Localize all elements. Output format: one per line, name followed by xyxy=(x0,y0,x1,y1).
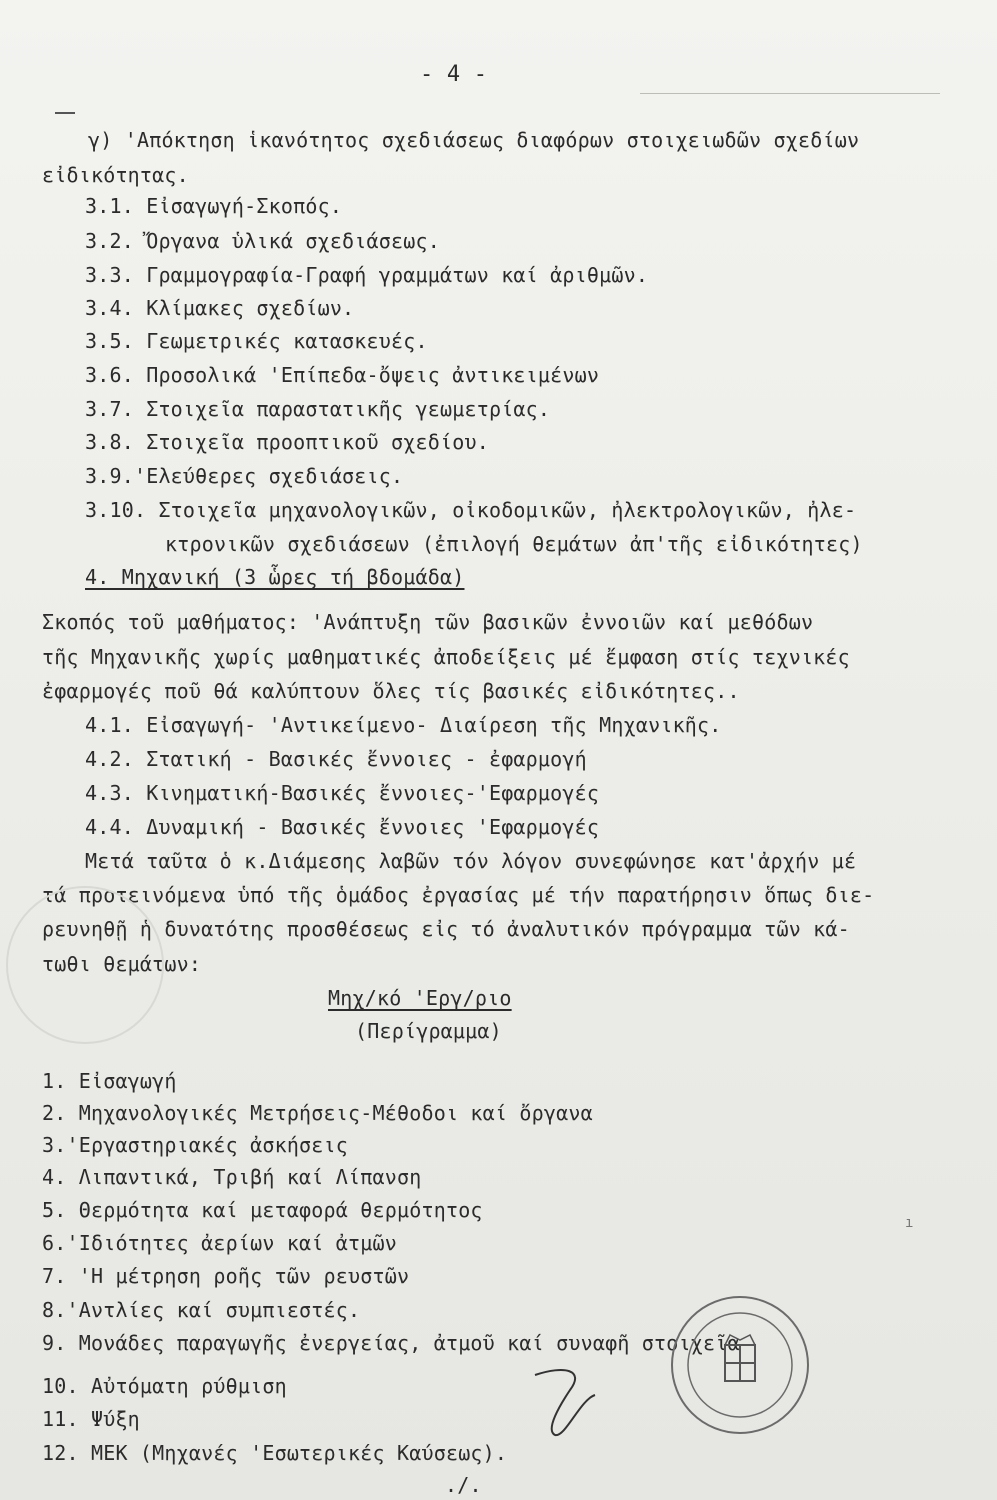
section4-purpose-line: ἐφαρμογές ποῦ θά καλύπτουν ὅλες τίς βασικές εἰδικότητες.. xyxy=(42,679,740,703)
section3-item-10-continuation: κτρονικῶν σχεδιάσεων (ἐπιλογή θεμάτων ἀπ'τῆς εἰδικότητες) xyxy=(165,532,863,556)
margin-tick: ı xyxy=(905,1215,914,1231)
discussion-line: τωθι θεμάτων: xyxy=(42,952,202,976)
discussion-line: τά προτεινόμενα ὑπό τῆς ὁμάδος ἐργασίας μέ τήν παρατήρησιν ὅπως διε- xyxy=(42,883,875,907)
section4-purpose-line: Σκοπός τοῦ μαθήματος: 'Ανάπτυξη τῶν βασικῶν ἐννοιῶν καί μεθόδων xyxy=(42,610,814,634)
outline-item: 11. Ψύξη xyxy=(42,1407,140,1431)
section3-item: 3.5. Γεωμετρικές κατασκευές. xyxy=(85,329,428,353)
outline-item: 10. Αὐτόματη ρύθμιση xyxy=(42,1374,287,1398)
section4-item: 4.4. Δυναμική - Βασικές ἔννοιες 'Εφαρμογές xyxy=(85,815,600,839)
section3-item: 3.10. Στοιχεῖα μηχανολογικῶν, οἰκοδομικῶν, ἠλεκτρολογικῶν, ἠλε- xyxy=(85,498,857,522)
outline-item: 8.'Αντλίες καί συμπιεστές. xyxy=(42,1298,361,1322)
outline-title: Μηχ/κό 'Εργ/ριο xyxy=(328,986,512,1010)
outline-item: 2. Μηχανολογικές Μετρήσεις-Μέθοδοι καί ὄργανα xyxy=(42,1101,593,1125)
section4-purpose-line: τῆς Μηχανικῆς χωρίς μαθηματικές ἀποδείξεις μέ ἔμφαση στίς τεχνικές xyxy=(42,645,850,669)
outline-subtitle: (Περίγραμμα) xyxy=(355,1019,502,1043)
margin-dash xyxy=(55,112,75,114)
intro-line-2: εἰδικότητας. xyxy=(42,163,189,187)
faint-seal-bleedthrough xyxy=(0,880,170,1050)
section3-item: 3.3. Γραμμογραφία-Γραφή γραμμάτων καί ἀριθμῶν. xyxy=(85,263,649,287)
section3-item: 3.9.'Ελεύθερες σχεδιάσεις. xyxy=(85,464,404,488)
section3-item: 3.2. Ὄργανα ὑλικά σχεδιάσεως. xyxy=(85,229,440,253)
continuation-mark: ./. xyxy=(445,1473,482,1497)
section3-item: 3.1. Εἰσαγωγή-Σκοπός. xyxy=(85,194,343,218)
outline-item: 4. Λιπαντικά, Τριβή καί Λίπανση xyxy=(42,1165,422,1189)
section3-item: 3.4. Κλίμακες σχεδίων. xyxy=(85,296,355,320)
outline-item: 7. 'Η μέτρηση ροῆς τῶν ρευστῶν xyxy=(42,1264,410,1288)
section4-heading: 4. Μηχανική (3 ὧρες τή βδομάδα) xyxy=(85,565,465,589)
discussion-line: ρευνηθῇ ἡ δυνατότης προσθέσεως εἰς τό ἀναλυτικόν πρόγραμμα τῶν κά- xyxy=(42,917,850,941)
section4-item: 4.3. Κινηματική-Βασικές ἔννοιες-'Εφαρμογές xyxy=(85,781,600,805)
section4-item: 4.2. Στατική - Βασικές ἔννοιες - ἐφαρμογή xyxy=(85,747,587,771)
official-seal-stamp xyxy=(665,1290,815,1440)
section3-item: 3.7. Στοιχεῖα παραστατικῆς γεωμετρίας. xyxy=(85,397,551,421)
section3-item: 3.6. Προσολικά 'Επίπεδα-ὄψεις ἀντικειμένων xyxy=(85,363,600,387)
outline-item: 6.'Ιδιότητες ἀερίων καί ἀτμῶν xyxy=(42,1231,397,1255)
outline-item: 3.'Εργαστηριακές ἀσκήσεις xyxy=(42,1133,349,1157)
outline-item: 9. Μονάδες παραγωγῆς ἐνεργείας, ἀτμοῦ καί συναφῆ στοιχεῖα xyxy=(42,1331,740,1355)
discussion-line: Μετά ταῦτα ὁ κ.Διάμεσης λαβῶν τόν λόγον συνεφώνησε κατ'ἀρχήν μέ xyxy=(85,849,857,873)
outline-item: 1. Εἰσαγωγή xyxy=(42,1069,177,1093)
outline-item: 12. ΜΕΚ (Μηχανές 'Εσωτερικές Καύσεως). xyxy=(42,1441,508,1465)
signature xyxy=(525,1360,645,1440)
intro-line-1: γ) 'Απόκτηση ἱκανότητος σχεδιάσεως διαφόρων στοιχειωδῶν σχεδίων xyxy=(88,128,860,152)
section4-item: 4.1. Εἰσαγωγή- 'Αντικείμενο- Διαίρεση τῆς Μηχανικῆς. xyxy=(85,713,722,737)
outline-item: 5. Θερμότητα καί μεταφορά θερμότητος xyxy=(42,1198,483,1222)
page-number: - 4 - xyxy=(420,62,488,87)
section3-item: 3.8. Στοιχεῖα προοπτικοῦ σχεδίου. xyxy=(85,430,489,454)
top-rule xyxy=(640,93,940,94)
